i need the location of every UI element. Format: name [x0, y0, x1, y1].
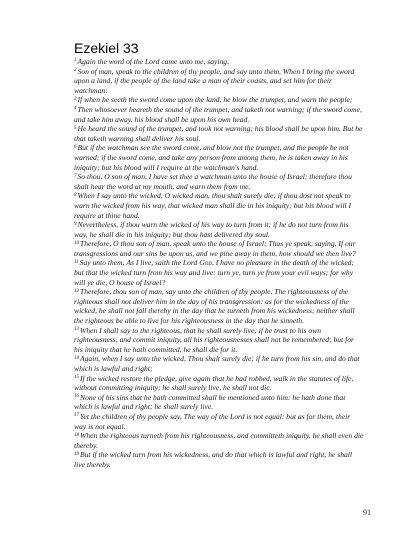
verse-number: 13 [74, 327, 79, 333]
verse [74, 354, 364, 373]
verse-text: Therefore, O thou son of man, speak unto the house of Israel; Thus ye speak, saying, If our transgressions and our sins be upon us, and we pine away in them, how should we then live? [74, 239, 356, 258]
verse-text: Therefore, thou son of man, say unto the children of thy people, The righteousness of the righteous shall not deliver him in the day of his transgression: as for the wickedness of the wicked, he shall not fall thereby in the day that he turneth from his wickedness; neither shall the righteous be able to live for his righteousness in the day that he sinneth. [74, 287, 355, 326]
verse-number: 3 [74, 96, 77, 102]
verse-text: So thou, O son of man, I have set thee a watchman unto the house of Israel; therefore thou shalt hear the word at my mouth, and warn them from me. [74, 172, 352, 191]
verse-number: 8 [74, 192, 77, 198]
verse-number: 14 [74, 355, 79, 361]
verse-text: Then whosoever heareth the sound of the trumpet, and taketh not warning; if the sword come, and take him away, his blood shall be upon his own head. [74, 104, 362, 124]
verse-number: 17 [74, 413, 79, 419]
verse [74, 220, 364, 239]
verse-number: 9 [74, 221, 77, 227]
verse-text: Son of man, speak to the children of thy people, and say unto them, When I bring the sword upon a land, if the people of the land take a man of their coasts, and set him for their watchman: [74, 66, 355, 95]
verse-number: 7 [74, 173, 77, 179]
verse-number: 6 [74, 144, 77, 150]
verse-number: 16 [74, 394, 79, 400]
verse [74, 258, 364, 287]
verse-text: Again the word of the Lord came unto me, saying, [77, 57, 230, 66]
verse [74, 191, 364, 220]
verse [74, 124, 364, 143]
verse [74, 412, 364, 431]
verse-number: 18 [74, 432, 79, 438]
verse-text: He heard the sound of the trumpet, and took not warning; his blood shall be upon him. But he that taketh warning shall deliver his soul. [74, 124, 363, 143]
verse-text: When the righteous turneth from his righteousness, and committeth iniquity, he shall even die thereby. [74, 431, 364, 450]
verse-text: If the wicked restore the pledge, give again that he had robbed, walk in the statutes of life, without committing iniquity; he shall surely live, he shall not die. [74, 373, 354, 393]
verse [74, 374, 364, 393]
verse-text: Say unto them, As I live, saith the Lord [79, 258, 200, 268]
verse-text: Again, when I say unto the wicked, Thou shalt surely die; if he turn from his sin, and do that which is lawful and right; [74, 354, 360, 373]
verse [74, 393, 364, 412]
verse [74, 287, 364, 325]
verse-number: 5 [74, 125, 77, 131]
verse-text: But if the watchman see the sword come, and blow not the trumpet, and the people be not warned; if the sword come, and take any person from among them, he is taken away in his iniquity; but his blood will I require at the watchman's hand. [74, 143, 349, 172]
page-number: 91 [363, 508, 371, 517]
verse-text: None of his sins that he hath committed shall be mentioned unto him: he hath done that which is lawful and right; he shall surely live. [74, 392, 346, 412]
verse-text: But if the wicked turn from his wickedness, and do that which is lawful and right, he shall live thereby. [74, 450, 353, 469]
verse [74, 450, 364, 469]
verse [74, 172, 364, 191]
verse-text: When I shall say to the righteous, that he shall surely live; if he trust to his own righteousness, and commit iniquity, all his righteousnesses shall not be remembered; but for his iniquity that he hath committed, he shall die for it. [74, 325, 354, 354]
verse [74, 67, 364, 96]
verse-number: 4 [74, 106, 77, 112]
verse-text: Yet the children of thy people say, The way of the Lord is not equal: but as for them, their way is not equal. [74, 411, 351, 431]
verse-text: When I say unto the wicked, O wicked man, thou shalt surely die; if thou dost not speak to warn the wicked from his way, that wicked man shall die in his iniquity; but his blood will I require at thine hand. [74, 191, 352, 220]
divine-name: God [199, 258, 212, 268]
verse-number: 2 [74, 68, 77, 73]
verse-number: 15 [74, 375, 79, 380]
verse-text: , I have no pleasure in the death of the wicked; but that the wicked turn from his way and live: turn ye, turn ye from your evil ways; for why will ye die, O house of Israel? [74, 258, 355, 287]
verse [74, 239, 364, 258]
verse-number: 11 [74, 259, 79, 265]
verse-number: 12 [74, 288, 79, 294]
verse-number: 1 [74, 58, 77, 64]
verse [74, 326, 364, 355]
chapter-title: Ezekiel 33 [74, 40, 139, 56]
verse [74, 431, 364, 450]
verse [74, 57, 364, 67]
verse-text: If when he seeth the sword come upon the land, he blow the trumpet, and warn the people; [77, 95, 353, 105]
verse-number: 10 [74, 240, 79, 246]
verse-list [74, 57, 364, 470]
verse [74, 95, 364, 105]
verse-number: 19 [74, 451, 79, 457]
verse [74, 105, 364, 124]
verse-text: Nevertheless, if thou warn the wicked of his way to turn from it; if he do not turn from his way, he shall die in his iniquity; but thou hast delivered thy soul. [74, 220, 349, 239]
verse [74, 143, 364, 172]
